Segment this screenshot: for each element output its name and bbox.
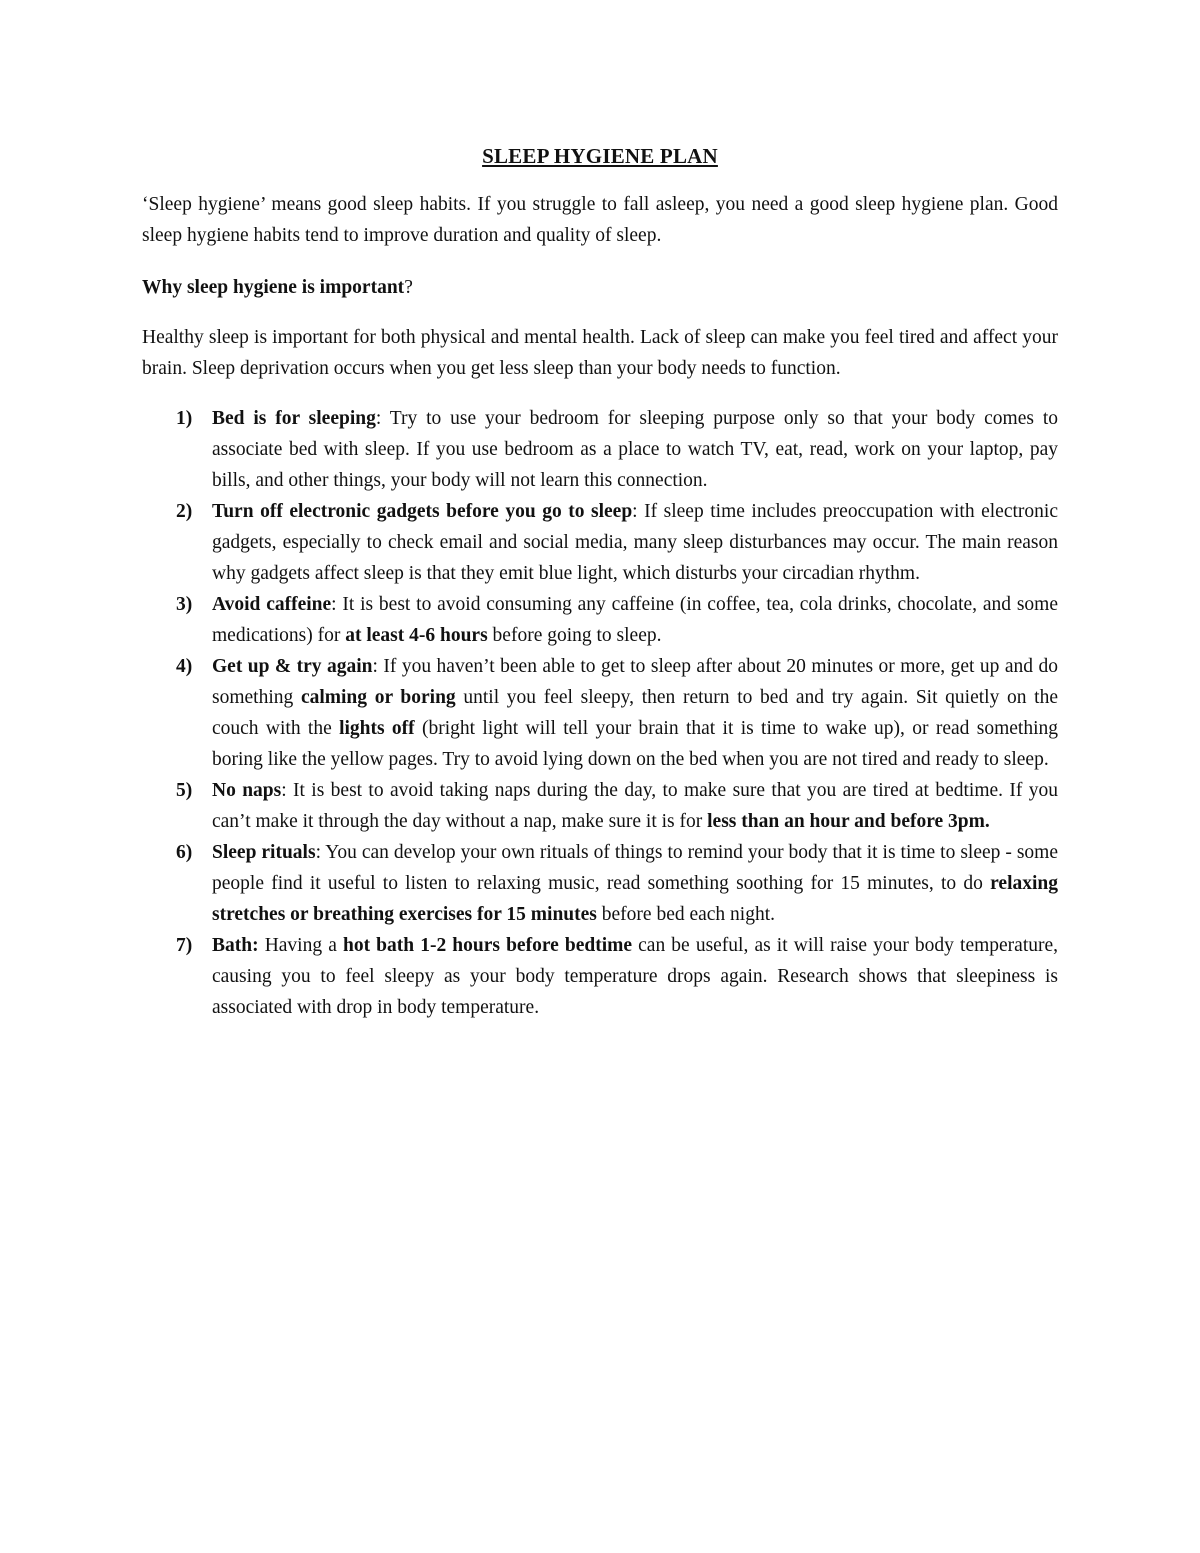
tip-item <box>142 403 1058 496</box>
tip-bold-text: lights off <box>339 718 415 739</box>
tip-text: : It is best to avoid consuming any caffeine (in coffee, tea, cola drinks, chocolate, and some medications) for <box>212 594 1058 646</box>
tip-bold-text: hot bath 1-2 hours before bedtime <box>342 935 633 956</box>
why-paragraph: Healthy sleep is important for both physical and mental health. Lack of sleep can make you feel tired and affect your brain. Sleep deprivation occurs when you get less sleep than your body needs to function. <box>142 327 1058 379</box>
document-title: SLEEP HYGIENE PLAN <box>482 144 718 168</box>
tip-text: can be useful, as it will raise your body temperature, causing you to feel sleepy as your body temperature drops again. Research shows that sleepiness is associated with drop in body temperature. <box>212 935 1059 1018</box>
tip-text: (bright light will tell your brain that it is time to wake up), or read something boring like the yellow pages. Try to avoid lying down on the bed when you are not tired and ready to sleep. <box>212 718 1058 770</box>
tip-bold-text: Sleep rituals <box>212 842 316 863</box>
tip-bold-text: Turn off electronic gadgets before you go to sleep <box>212 501 633 522</box>
section-heading-text: Why sleep hygiene is important <box>142 277 405 298</box>
intro-paragraph: ‘Sleep hygiene’ means good sleep habits. If you struggle to fall asleep, you need a good sleep hygiene plan. Good sleep hygiene habits tend to improve duration and quality of sleep. <box>142 194 1058 246</box>
document-content <box>142 144 1058 1023</box>
tip-number: 6) <box>176 842 193 863</box>
tip-text: before going to sleep. <box>487 625 662 646</box>
tip-number: 7) <box>176 935 193 956</box>
tips-list <box>142 403 1058 1023</box>
tip-item <box>142 589 1058 651</box>
tip-text: : Try to use your bedroom for sleeping purpose only so that your body comes to associate bed with sleep. If you use bedroom as a place to watch TV, eat, read, work on your laptop, pay bills, and other things, your body will not learn this connection. <box>212 408 1058 491</box>
tip-bold-text: calming or boring <box>300 687 456 708</box>
tip-bold-text: Avoid caffeine <box>212 594 332 615</box>
tip-item <box>142 775 1058 837</box>
tip-number: 5) <box>176 780 193 801</box>
tip-number: 4) <box>176 656 193 677</box>
tip-item <box>142 930 1058 1023</box>
tip-bold-text: No naps <box>212 780 282 801</box>
tip-number: 2) <box>176 501 193 522</box>
tip-text: : If you haven’t been able to get to sleep after about 20 minutes or more, get up and do something <box>212 656 1059 708</box>
tip-text: Having a <box>258 935 343 956</box>
tip-text: : It is best to avoid taking naps during the day, to make sure that you are tired at bedtime. If you can’t make it through the day without a nap, make sure it is for <box>212 780 1058 832</box>
tip-bold-text: at least 4-6 hours <box>345 625 488 646</box>
tip-bold-text: less than an hour and before 3pm. <box>707 811 990 832</box>
tip-bold-text: Bed is for sleeping <box>212 408 376 429</box>
section-heading-mark: ? <box>404 277 413 298</box>
tip-bold-text: Get up & try again <box>212 656 373 677</box>
tip-text: until you feel sleepy, then return to bed and try again. Sit quietly on the couch with the <box>212 687 1059 739</box>
tip-number: 3) <box>176 594 193 615</box>
tip-text: : You can develop your own rituals of things to remind your body that it is time to sleep - some people find it useful to listen to relaxing music, read something soothing for 15 minutes, to do <box>212 842 1059 894</box>
tip-item <box>142 651 1058 775</box>
section-heading <box>142 272 1058 303</box>
tip-bold-text: Bath: <box>212 935 259 956</box>
tip-number: 1) <box>176 408 193 429</box>
tip-item <box>142 837 1058 930</box>
tip-item <box>142 496 1058 589</box>
tip-bold-text: relaxing stretches or breathing exercises for 15 minutes <box>212 873 1058 925</box>
tip-text: before bed each night. <box>596 904 776 925</box>
tip-text: : If sleep time includes preoccupation with electronic gadgets, especially to check email and social media, many sleep disturbances may occur. The main reason why gadgets affect sleep is that they emit blue light, which disturbs your circadian rhythm. <box>212 501 1058 584</box>
